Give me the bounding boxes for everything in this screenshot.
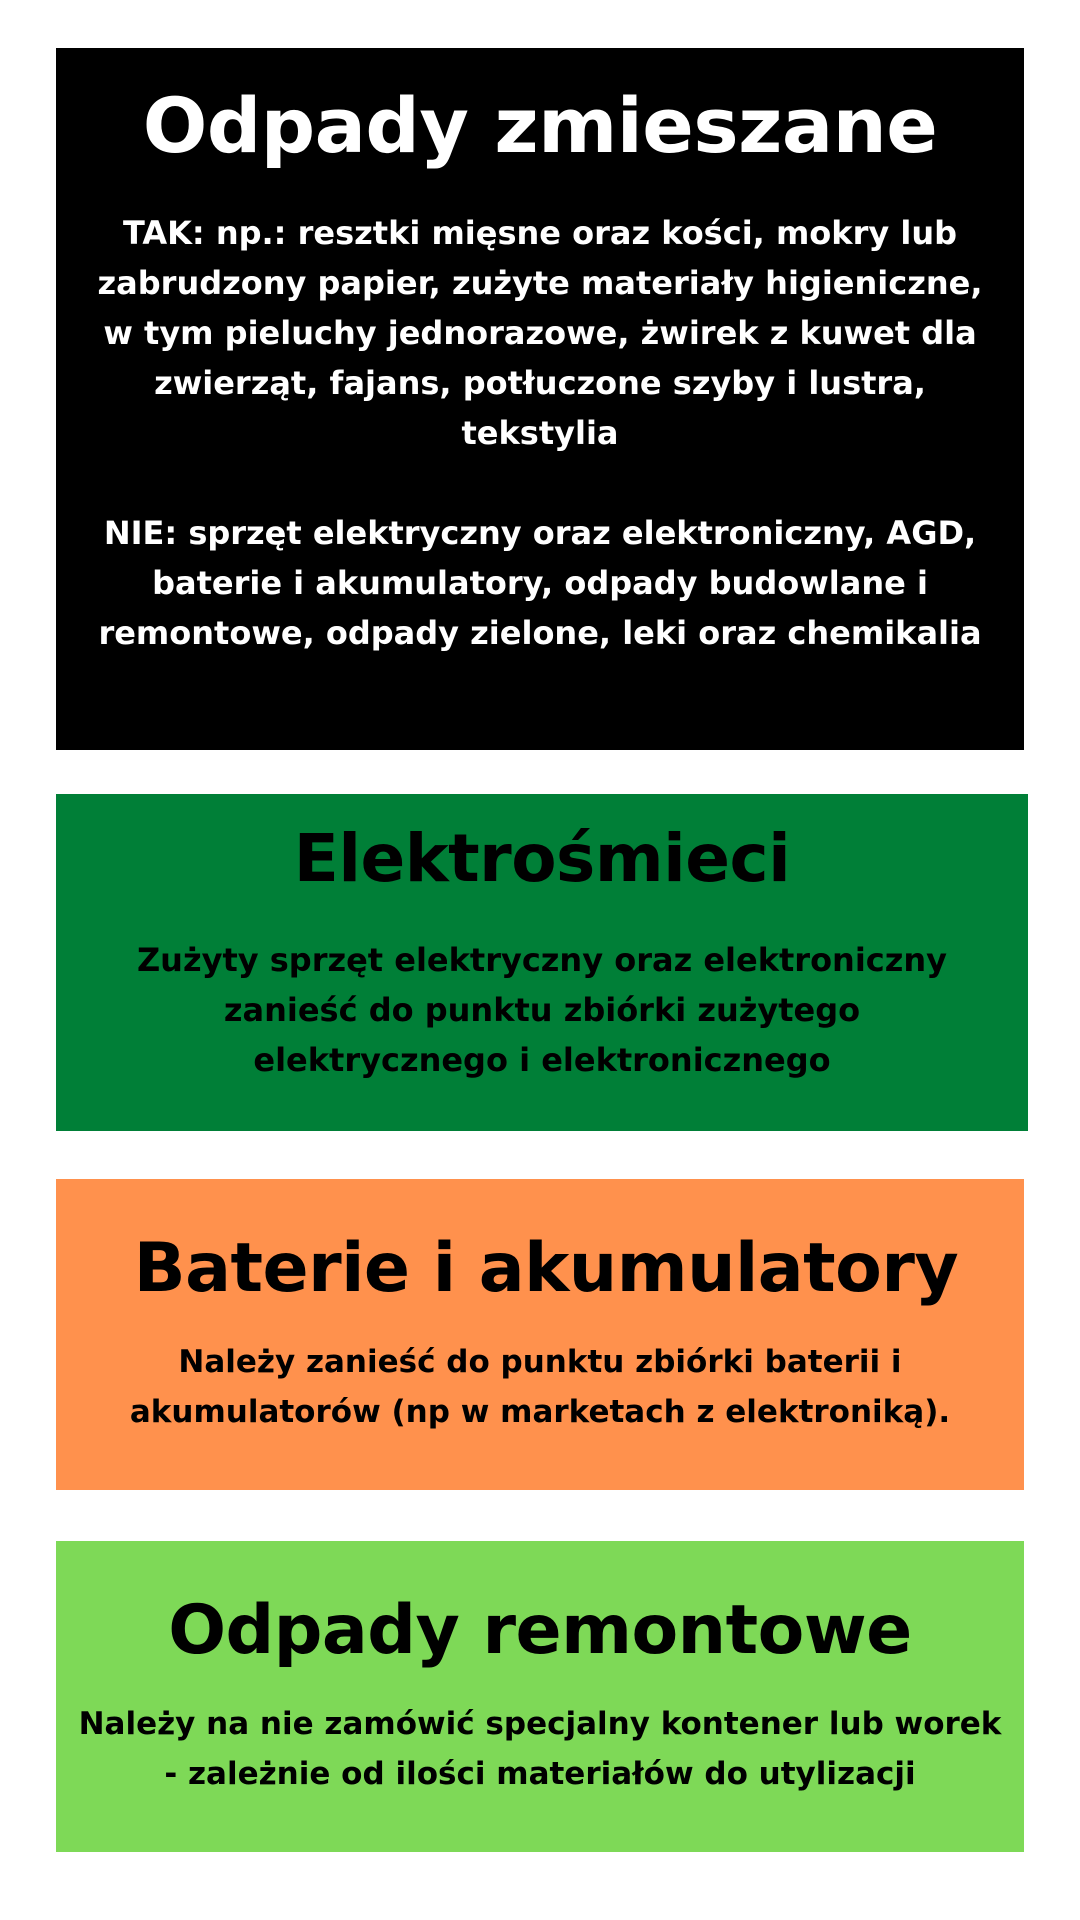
- mixed-waste-card: [56, 48, 1024, 750]
- mixed-waste-body: [90, 208, 990, 658]
- mixed-waste-yes-text: TAK: np.: resztki mięsne oraz kości, mokry lub zabrudzony papier, zużyte materiały higieniczne, w tym pieluchy jednorazowe, żwirek z kuwet dla zwierząt, fajans, potłuczone szyby i lustra, tekstylia: [97, 214, 983, 452]
- mixed-waste-no-text: NIE: sprzęt elektryczny oraz elektroniczny, AGD, baterie i akumulatory, odpady budowlane i remontowe, odpady zielone, leki oraz chemikalia: [98, 514, 982, 652]
- batteries-title: Baterie i akumulatory: [133, 1229, 959, 1308]
- renovation-waste-text: Należy na nie zamówić specjalny kontener lub worek - zależnie od ilości materiałów do utylizacji: [78, 1706, 1002, 1792]
- electro-waste-card: [56, 794, 1028, 1131]
- batteries-text: Należy zanieść do punktu zbiórki baterii i akumulatorów (np w marketach z elektroniką).: [129, 1344, 951, 1430]
- batteries-card: [56, 1179, 1024, 1490]
- electro-waste-title: Elektrośmieci: [293, 820, 791, 897]
- mixed-waste-spacer: [90, 458, 990, 508]
- renovation-waste-title: Odpady remontowe: [168, 1591, 912, 1670]
- renovation-waste-card: [56, 1541, 1024, 1852]
- mixed-waste-title: Odpady zmieszane: [142, 81, 938, 170]
- electro-waste-text: Zużyty sprzęt elektryczny oraz elektroniczny zanieść do punktu zbiórki zużytego elektrycznego i elektronicznego: [136, 941, 948, 1079]
